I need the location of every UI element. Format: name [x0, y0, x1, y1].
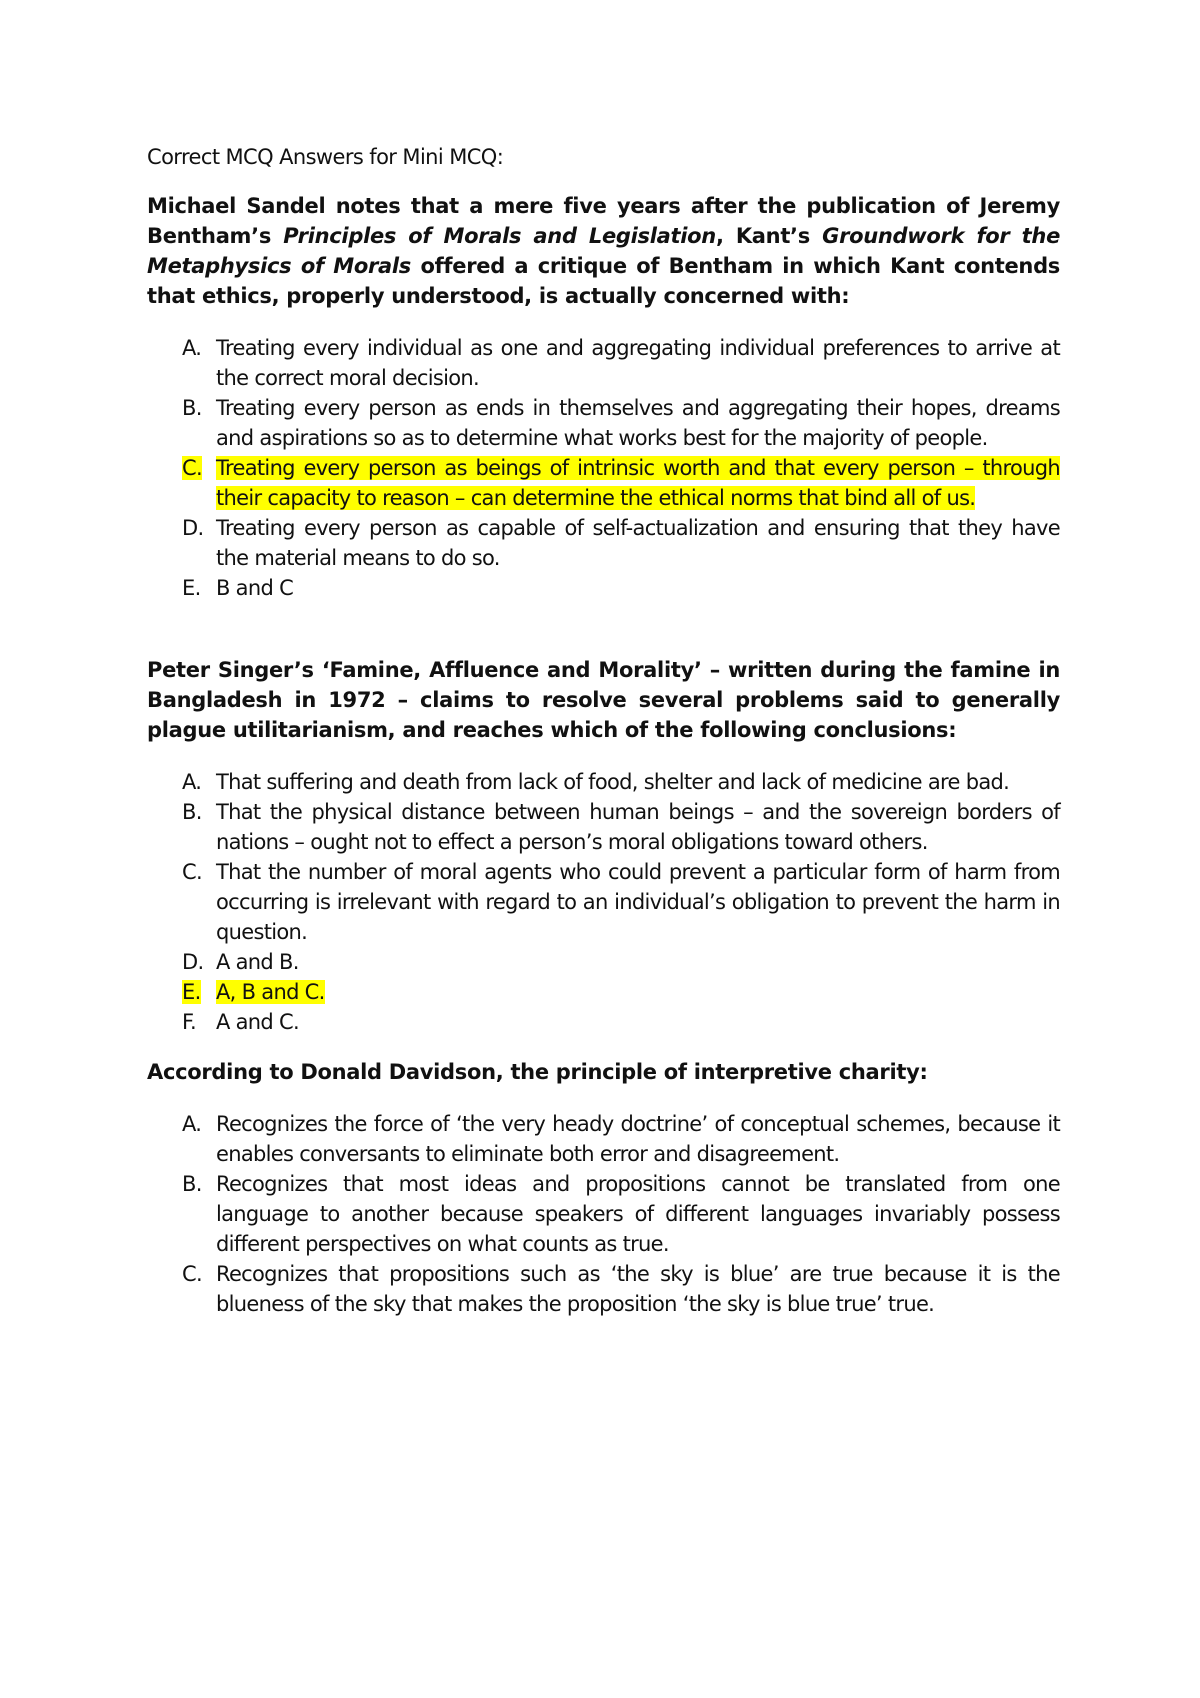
q2-option-c: C. That the number of moral agents who could prevent a particular form of harm from occurring is irrelevant with regard to an individual’s obligation to prevent the harm in question.	[182, 860, 1060, 944]
question-2-text: Peter Singer’s ‘Famine, Affluence and Morality’ – written during the famine in Bangladesh in 1972 – claims to resolve several problems said to generally plague utilitarianism, and reaches which of the following conclusions:	[147, 658, 1060, 742]
q2-option-e-correct: E. A, B and C.	[182, 980, 325, 1004]
q1-option-d: D. Treating every person as capable of self-actualization and ensuring that they have the material means to do so.	[182, 516, 1060, 570]
q1-option-e: E. B and C	[182, 576, 294, 600]
q3-option-b: B. Recognizes that most ideas and propositions cannot be translated from one language to another because speakers of different languages invariably possess different perspectives on what counts as true.	[182, 1172, 1060, 1256]
page-heading: Correct MCQ Answers for Mini MCQ:	[147, 145, 504, 169]
q3-option-a: A. Recognizes the force of ‘the very heady doctrine’ of conceptual schemes, because it enables conversants to eliminate both error and disagreement.	[182, 1112, 1060, 1166]
question-3	[147, 1057, 1060, 1319]
q2-option-a: A. That suffering and death from lack of food, shelter and lack of medicine are bad.	[182, 770, 1010, 794]
document-page	[147, 145, 1060, 1319]
question-2	[147, 655, 1060, 1037]
q2-option-d: D. A and B.	[182, 950, 299, 974]
q2-option-f: F. A and C.	[182, 1010, 299, 1034]
q1-option-a: A. Treating every individual as one and aggregating individual preferences to arrive at the correct moral decision.	[182, 336, 1060, 390]
question-1-text: Michael Sandel notes that a mere five years after the publication of Jeremy Bentham’s Principles of Morals and Legislation, Kant’s Groundwork for the Metaphysics of Morals offered a critique of Bentham in which Kant contends that ethics, properly understood, is actually concerned with:	[147, 194, 1061, 308]
highlighted-answer: Treating every person as beings of intrinsic worth and that every person – through their capacity to reason – can determine the ethical norms that bind all of us.	[216, 456, 1060, 510]
question-3-text: According to Donald Davidson, the principle of interpretive charity:	[147, 1060, 928, 1084]
q1-option-b: B. Treating every person as ends in themselves and aggregating their hopes, dreams and aspirations so as to determine what works best for the majority of people.	[182, 396, 1060, 450]
question-3-options	[147, 1109, 1060, 1319]
question-1	[147, 191, 1060, 603]
highlighted-answer: A, B and C.	[216, 980, 325, 1004]
q2-option-b: B. That the physical distance between human beings – and the sovereign borders of nations – ought not to effect a person’s moral obligations toward others.	[182, 800, 1060, 854]
q1-option-c-correct: C. Treating every person as beings of intrinsic worth and that every person – through their capacity to reason – can determine the ethical norms that bind all of us.	[182, 456, 1060, 510]
book-title-principles: Principles of Morals and Legislation	[283, 224, 716, 248]
question-2-options	[147, 767, 1060, 1037]
book-title-groundwork: Groundwork for the Metaphysics of Morals	[147, 224, 1061, 278]
question-1-options	[147, 333, 1060, 603]
q3-option-c: C. Recognizes that propositions such as ‘the sky is blue’ are true because it is the blueness of the sky that makes the proposition ‘the sky is blue true’ true.	[182, 1262, 1060, 1316]
